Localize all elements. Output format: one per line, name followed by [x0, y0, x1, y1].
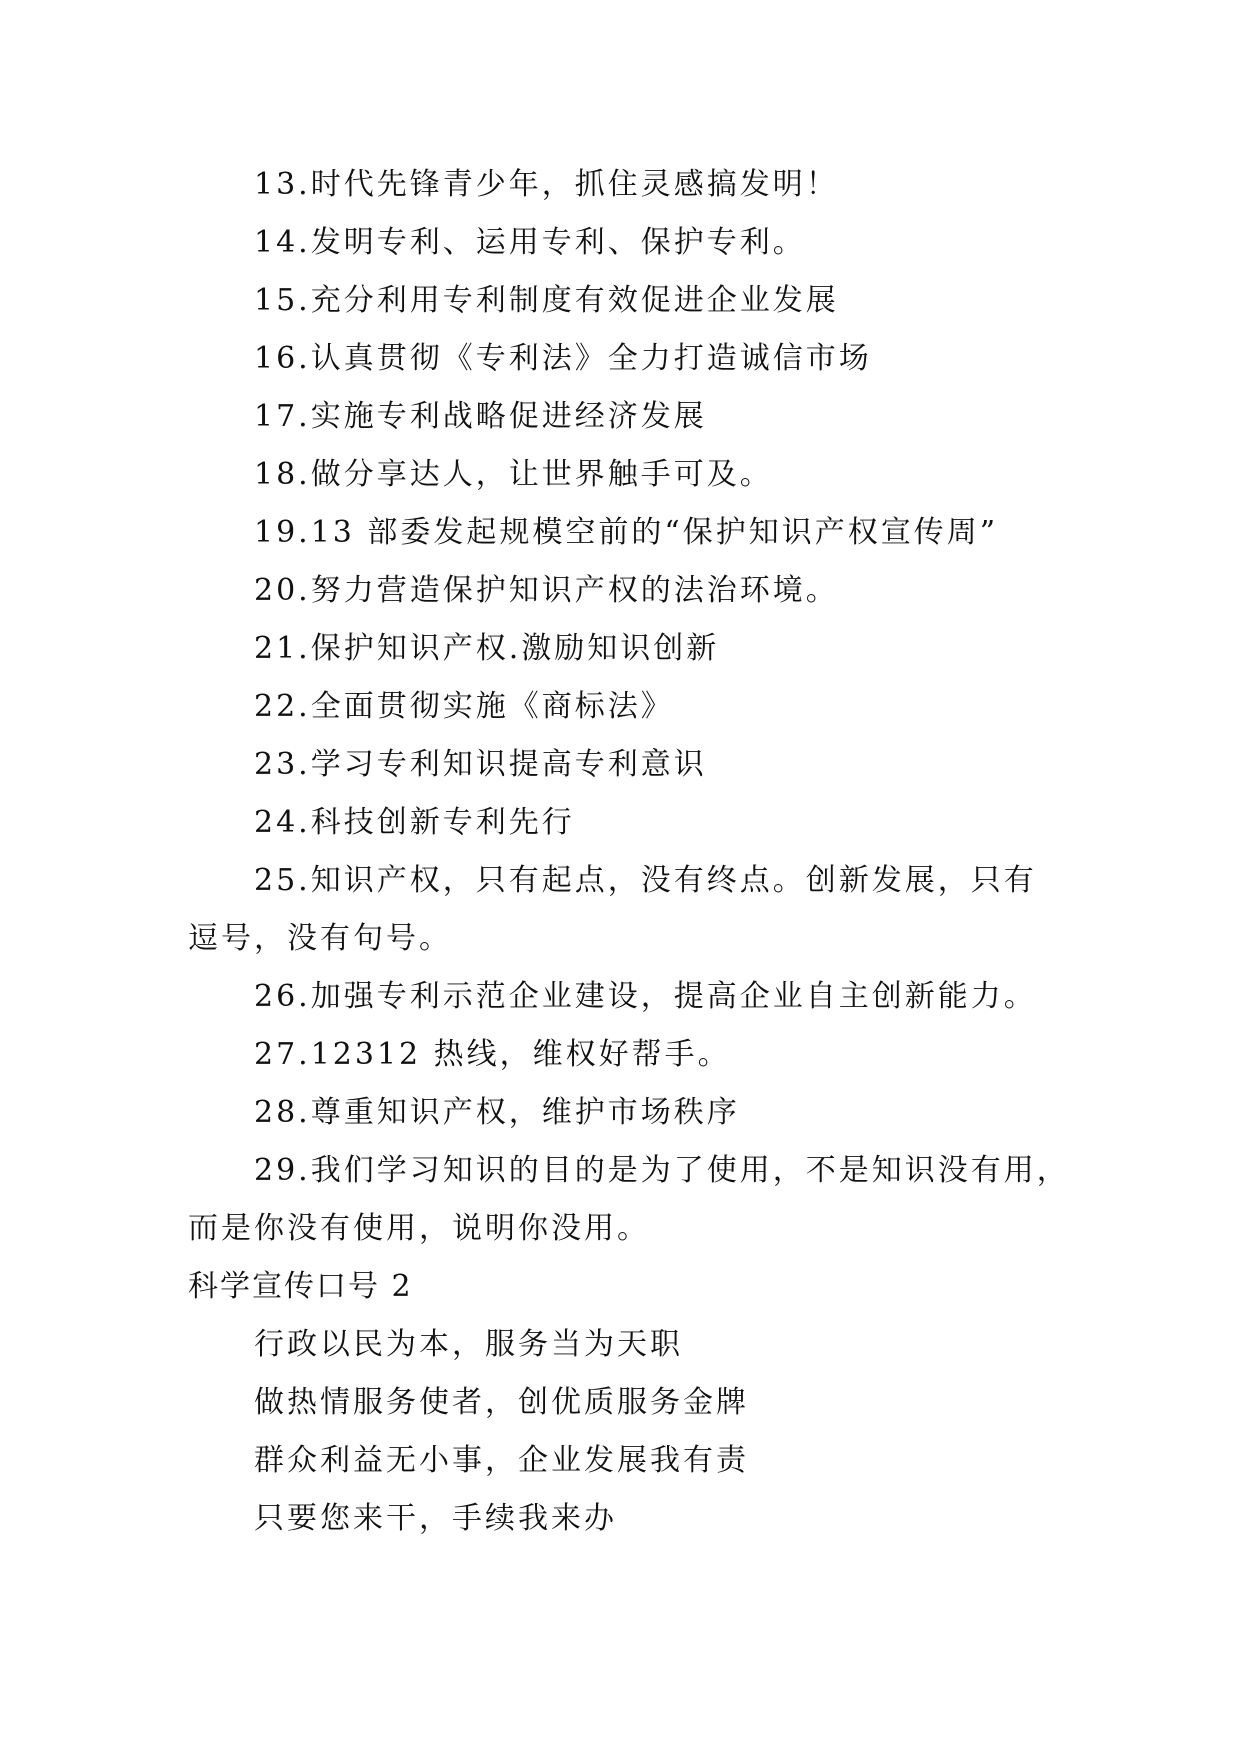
- slogan-21: 21.保护知识产权.激励知识创新: [254, 631, 720, 666]
- slogan-20: 20.努力营造保护知识产权的法治环境。: [254, 573, 839, 608]
- document-body: [188, 156, 1068, 1548]
- slogan-27: 27.12312 热线，维权好帮手。: [254, 1037, 731, 1072]
- section-heading: 科学宣传口号 2: [188, 1269, 413, 1304]
- slogan-23: 23.学习专利知识提高专利意识: [254, 747, 707, 782]
- section2-slogan-2: 做热情服务使者，创优质服务金牌: [254, 1385, 749, 1420]
- slogan-14: 14.发明专利、运用专利、保护专利。: [254, 225, 806, 260]
- slogan-25-line-1: 25.知识产权，只有起点，没有终点。创新发展，只有: [254, 863, 1037, 898]
- slogan-13: 13.时代先锋青少年，抓住灵感搞发明！: [254, 167, 839, 202]
- section2-slogan-3: 群众利益无小事，企业发展我有责: [254, 1443, 749, 1478]
- slogan-18: 18.做分享达人，让世界触手可及。: [254, 457, 773, 492]
- slogan-15: 15.充分利用专利制度有效促进企业发展: [254, 283, 839, 318]
- slogan-29-line-2: 而是你没有使用，说明你没用。: [188, 1211, 650, 1246]
- section2-slogan-4: 只要您来干，手续我来办: [254, 1501, 617, 1536]
- slogan-17: 17.实施专利战略促进经济发展: [254, 399, 707, 434]
- slogan-25-line-2: 逗号，没有句号。: [188, 921, 452, 956]
- section2-slogan-1: 行政以民为本，服务当为天职: [254, 1327, 683, 1362]
- slogan-29-line-1: 29.我们学习知识的目的是为了使用，不是知识没有用，: [254, 1153, 1070, 1188]
- slogan-24: 24.科技创新专利先行: [254, 805, 575, 840]
- slogan-26: 26.加强专利示范企业建设，提高企业自主创新能力。: [254, 979, 1037, 1014]
- slogan-19: 19.13 部委发起规模空前的“保护知识产权宣传周”: [254, 515, 999, 550]
- slogan-28: 28.尊重知识产权，维护市场秩序: [254, 1095, 740, 1130]
- slogan-16: 16.认真贯彻《专利法》全力打造诚信市场: [254, 341, 872, 376]
- slogan-22: 22.全面贯彻实施《商标法》: [254, 689, 674, 724]
